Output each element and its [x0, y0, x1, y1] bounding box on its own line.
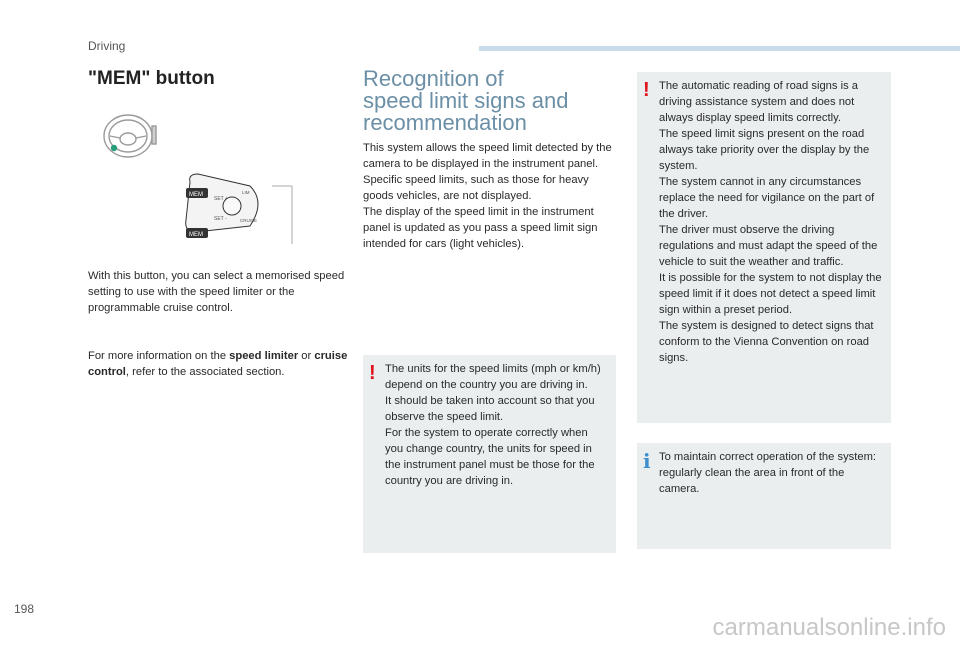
units-warning-line-2: It should be taken into account so that you observe the speed limit. — [385, 395, 595, 423]
set-minus-label: SET - — [214, 216, 227, 222]
page-number: 198 — [14, 602, 35, 616]
auto-warning-line-3: The system cannot in any circumstances replace the need for vigilance on the part of the driver. — [659, 176, 875, 220]
lim-label: LIM — [242, 190, 250, 195]
recognition-title — [363, 68, 568, 134]
section-header-bar — [479, 46, 960, 51]
recognition-para-1: This system allows the speed limit detected by the camera to be displayed in the instrument panel. — [363, 142, 612, 170]
cruise-stalk-diagram — [100, 108, 300, 250]
mem-body-1: With this button, you can select a memorised speed setting to use with the speed limiter or the programmable cruise control. — [88, 270, 345, 314]
title-line-2: speed limit signs and — [363, 88, 569, 113]
section-header-label: Driving — [88, 39, 126, 53]
title-line-3: recommendation — [363, 110, 527, 135]
cruise-control-ref: cruise control — [88, 350, 348, 378]
auto-warning-line-6: The system is designed to detect signs that conform to the Vienna Convention on road signs. — [659, 320, 874, 364]
camera-info-text: To maintain correct operation of the system: regularly clean the area in front of the camera. — [659, 451, 877, 495]
units-warning-line-3: For the system to operate correctly when you change country, the units for speed in the instrument panel must be those for the country you are driving in. — [385, 427, 595, 487]
mem-label-bottom: MEM — [189, 232, 203, 238]
set-plus-label: SET + — [214, 196, 228, 202]
stalk-highlight-icon — [111, 145, 117, 151]
mem-heading: "MEM" button — [88, 68, 215, 89]
steering-wheel-icon — [104, 115, 156, 157]
auto-warning-line-5: It is possible for the system to not display the speed limit if it does not detect a speed limit sign within a preset period. — [659, 272, 882, 316]
mem-body-2-post: , refer to the associated section. — [125, 366, 285, 378]
units-warning-line-1: The units for the speed limits (mph or km/h) depend on the country you are driving in. — [385, 363, 601, 391]
info-icon: i — [643, 449, 651, 473]
mem-body-2-pre: For more information on the — [88, 350, 230, 362]
auto-warning-line-2: The speed limit signs present on the road always take priority over the display by the system. — [659, 128, 870, 172]
watermark: carmanualsonline.info — [712, 614, 946, 641]
recognition-para-2: Specific speed limits, such as those for heavy goods vehicles, are not displayed. — [363, 174, 589, 202]
title-line-1: Recognition of — [363, 66, 504, 91]
recognition-para-3: The display of the speed limit in the instrument panel is updated as you pass a speed limit sign intended for cars (light vehicles). — [363, 206, 598, 250]
warning-icon: ! — [369, 362, 376, 384]
steering-wheel-illustration — [100, 108, 300, 250]
mem-body-2 — [88, 348, 348, 380]
warning-icon: ! — [643, 79, 650, 101]
speed-limiter-ref: speed limiter — [229, 350, 299, 362]
mem-body-2-mid: or — [298, 350, 315, 362]
auto-reading-warning-box — [637, 72, 891, 423]
auto-warning-line-4: The driver must observe the driving regulations and must adapt the speed of the vehicle to suit the weather and traffic. — [659, 224, 878, 268]
mem-label-top: MEM — [189, 192, 203, 198]
cruise-label: CRUISE — [240, 218, 258, 223]
units-warning-box — [363, 355, 616, 553]
recognition-body — [363, 140, 615, 252]
auto-warning-line-1: The automatic reading of road signs is a driving assistance system and does not always display speed limits correctly. — [659, 80, 858, 124]
camera-info-box — [637, 443, 891, 549]
